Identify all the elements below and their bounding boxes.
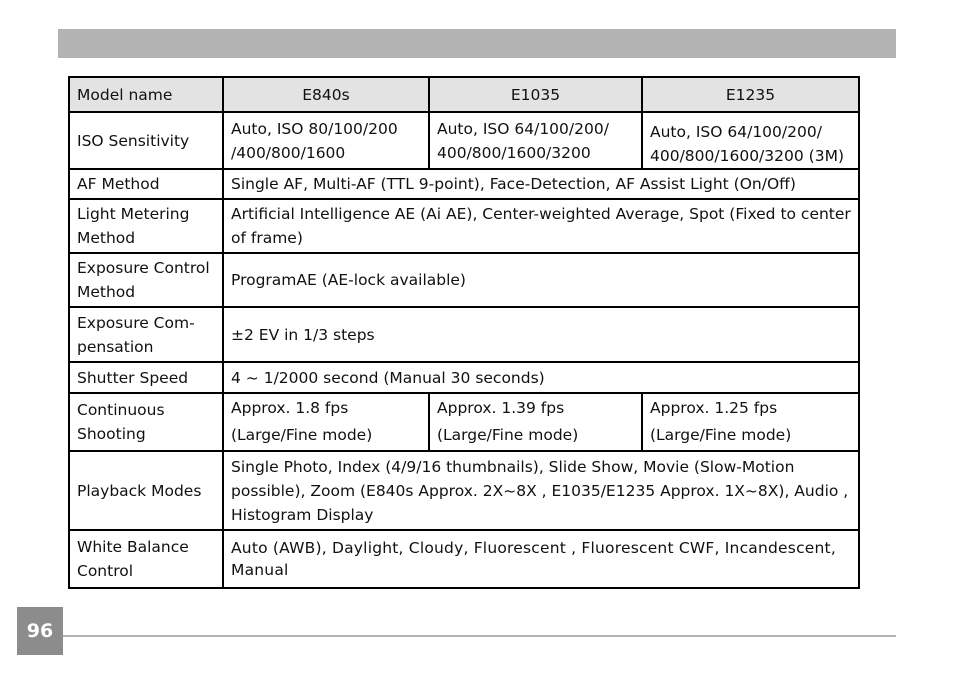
row-shutter-speed xyxy=(69,362,859,393)
row-metering xyxy=(69,199,859,253)
value-exposure-compensation: ±2 EV in 1/3 steps xyxy=(223,307,859,362)
label-exposure-compensation: Exposure Com- pensation xyxy=(69,307,223,362)
continuous-e840s: Approx. 1.8 fps (Large/Fine mode) xyxy=(223,393,429,451)
label-white-balance: White Balance Control xyxy=(69,530,223,588)
spec-table xyxy=(68,76,860,589)
label-metering: Light Metering Method xyxy=(69,199,223,253)
header-model-name: Model name xyxy=(69,77,223,112)
label-af-method: AF Method xyxy=(69,169,223,199)
value-playback-modes: Single Photo, Index (4/9/16 thumbnails), Slide Show, Movie (Slow-Motion possible), Zoom (E840s Approx. 2X~8X , E1035/E1235 Approx. 1X~8X), Audio , Histogram Display xyxy=(223,451,859,530)
iso-e1235: Auto, ISO 64/100/200/ 400/800/1600/3200 (3M) xyxy=(642,112,859,169)
label-iso: ISO Sensitivity xyxy=(69,112,223,169)
row-playback-modes xyxy=(69,451,859,530)
footer-rule xyxy=(63,635,896,637)
header-bar xyxy=(58,29,896,58)
value-exposure-control: ProgramAE (AE-lock available) xyxy=(223,253,859,307)
continuous-e1235: Approx. 1.25 fps (Large/Fine mode) xyxy=(642,393,859,451)
value-shutter-speed: 4 ~ 1/2000 second (Manual 30 seconds) xyxy=(223,362,859,393)
iso-e840s: Auto, ISO 80/100/200 /400/800/1600 xyxy=(223,112,429,169)
row-iso xyxy=(69,112,859,169)
header-model-e1235: E1235 xyxy=(642,77,859,112)
row-exposure-compensation xyxy=(69,307,859,362)
value-af-method: Single AF, Multi-AF (TTL 9-point), Face-Detection, AF Assist Light (On/Off) xyxy=(223,169,859,199)
table-header-row xyxy=(69,77,859,112)
continuous-e1035: Approx. 1.39 fps (Large/Fine mode) xyxy=(429,393,642,451)
value-metering: Artificial Intelligence AE (Ai AE), Center-weighted Average, Spot (Fixed to center of frame) xyxy=(223,199,859,253)
header-model-e1035: E1035 xyxy=(429,77,642,112)
row-af-method xyxy=(69,169,859,199)
row-exposure-control xyxy=(69,253,859,307)
row-white-balance xyxy=(69,530,859,588)
label-shutter-speed: Shutter Speed xyxy=(69,362,223,393)
page-number: 96 xyxy=(17,607,63,655)
label-continuous-shooting: Continuous Shooting xyxy=(69,393,223,451)
row-continuous-shooting xyxy=(69,393,859,451)
value-white-balance: Auto (AWB), Daylight, Cloudy, Fluorescent , Fluorescent CWF, Incandescent, Manual xyxy=(223,530,859,588)
header-model-e840s: E840s xyxy=(223,77,429,112)
label-exposure-control: Exposure Control Method xyxy=(69,253,223,307)
label-playback-modes: Playback Modes xyxy=(69,451,223,530)
iso-e1035: Auto, ISO 64/100/200/ 400/800/1600/3200 xyxy=(429,112,642,169)
